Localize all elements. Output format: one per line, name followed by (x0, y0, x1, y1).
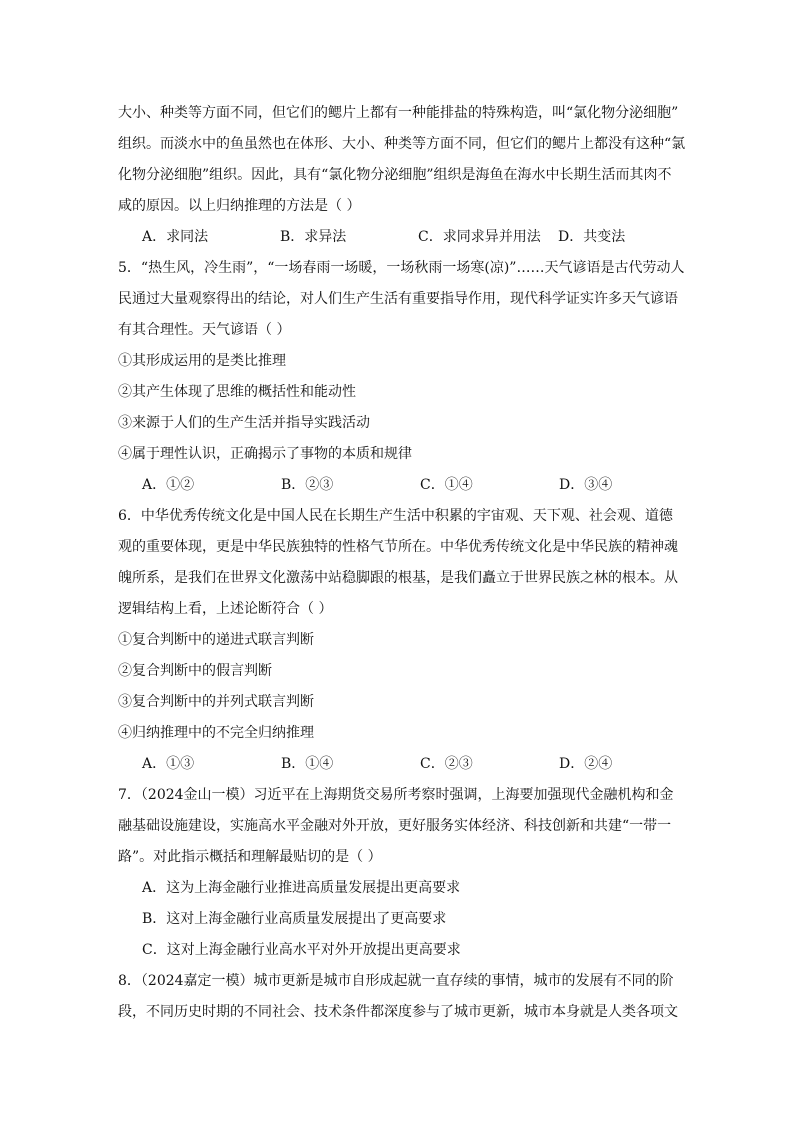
q6-option-a: A．①③ (142, 756, 195, 772)
q5-line-2: 民通过大量观察得出的结论，对人们生产生活有重要指导作用，现代科学证实许多天气谚语 (118, 291, 678, 307)
q5-statement-3: ③来源于人们的生产生活并指导实践活动 (118, 415, 370, 431)
q8-line-1: 8．（2024嘉定一模）城市更新是城市自形成起就一直存续的事情，城市的发展有不同的阶 (118, 973, 674, 989)
question-7-options (118, 873, 678, 966)
q4-option-d: D．共变法 (558, 229, 626, 245)
q6-line-2: 观的重要体现，更是中华民族独特的性格气节所在。中华优秀传统文化是中华民族的精神魂 (118, 539, 678, 555)
q4-option-b: B．求异法 (280, 229, 347, 245)
question-5-statements (118, 346, 678, 470)
q6-statement-2: ②复合判断中的假言判断 (118, 663, 272, 679)
q4-line-4: 咸的原因。以上归纳推理的方法是（ ） (118, 198, 361, 214)
q5-option-b: B．②③ (281, 477, 334, 493)
question-4-options (118, 222, 678, 253)
q6-line-1: 6．中华优秀传统文化是中国人民在长期生产生活中积累的宇宙观、天下观、社会观、道德 (118, 508, 673, 524)
q4-option-c: C．求同求异并用法 (418, 229, 541, 245)
question-4-stem (118, 98, 686, 222)
q4-line-2: 组织。而淡水中的鱼虽然也在体形、大小、种类等方面不同，但它们的鳃片上都没有这种“氯 (118, 136, 686, 152)
question-5-options (118, 470, 678, 501)
q7-option-c: C．这对上海金融行业高水平对外开放提出更高要求 (142, 942, 461, 958)
q7-option-b: B．这对上海金融行业高质量发展提出了更高要求 (142, 911, 447, 927)
question-6-statements (118, 625, 678, 749)
q8-line-2: 段，不同历史时期的不同社会、技术条件都深度参与了城市更新，城市本身就是人类各项文 (118, 1004, 678, 1020)
q6-option-c: C．②③ (420, 756, 473, 772)
q6-statement-4: ④归纳推理中的不完全归纳推理 (118, 725, 314, 741)
question-8-stem (118, 966, 678, 1028)
q6-line-4: 逻辑结构上看，上述论断符合（ ） (118, 601, 333, 617)
q5-option-d: D．③④ (559, 477, 613, 493)
q4-line-1: 大小、种类等方面不同，但它们的鳃片上都有一种能排盐的特殊构造，叫“氯化物分泌细胞” (118, 105, 679, 121)
q5-option-a: A．①② (142, 477, 195, 493)
question-6-stem (118, 501, 678, 625)
q7-line-3: 路”。对此指示概括和理解最贴切的是（ ） (118, 849, 382, 865)
q7-line-1: 7．（2024金山一模）习近平在上海期货交易所考察时强调，上海要加强现代金融机构和金 (118, 787, 674, 803)
q5-statement-2: ②其产生体现了思维的概括性和能动性 (118, 384, 356, 400)
q7-line-2: 融基础设施建设，实施高水平金融对外开放，更好服务实体经济、科技创新和共建“一带一 (118, 818, 672, 834)
question-7-stem (118, 780, 678, 873)
question-5-stem (118, 253, 685, 346)
q6-option-b: B．①④ (281, 756, 334, 772)
q4-option-a: A．求同法 (142, 229, 209, 245)
q4-line-3: 化物分泌细胞”组织。因此，具有“氯化物分泌细胞”组织是海鱼在海水中长期生活而其肉不 (118, 167, 672, 183)
q6-line-3: 魄所系，是我们在世界文化激荡中站稳脚跟的根基，是我们矗立于世界民族之林的根本。从 (118, 570, 678, 586)
q5-statement-4: ④属于理性认识，正确揭示了事物的本质和规律 (118, 446, 412, 462)
q6-option-d: D．②④ (559, 756, 613, 772)
q6-statement-3: ③复合判断中的并列式联言判断 (118, 694, 314, 710)
document-content (118, 98, 686, 1028)
q5-statement-1: ①其形成运用的是类比推理 (118, 353, 286, 369)
q7-option-a: A．这为上海金融行业推进高质量发展提出更高要求 (142, 880, 461, 896)
q5-option-c: C．①④ (420, 477, 473, 493)
question-6-options (118, 749, 678, 780)
q6-statement-1: ①复合判断中的递进式联言判断 (118, 632, 314, 648)
q5-line-3: 有其合理性。天气谚语（ ） (118, 322, 291, 338)
q5-line-1: 5．“热生风，冷生雨”，“一场春雨一场暖，一场秋雨一场寒(凉)”……天气谚语是古代劳动人 (118, 260, 685, 276)
